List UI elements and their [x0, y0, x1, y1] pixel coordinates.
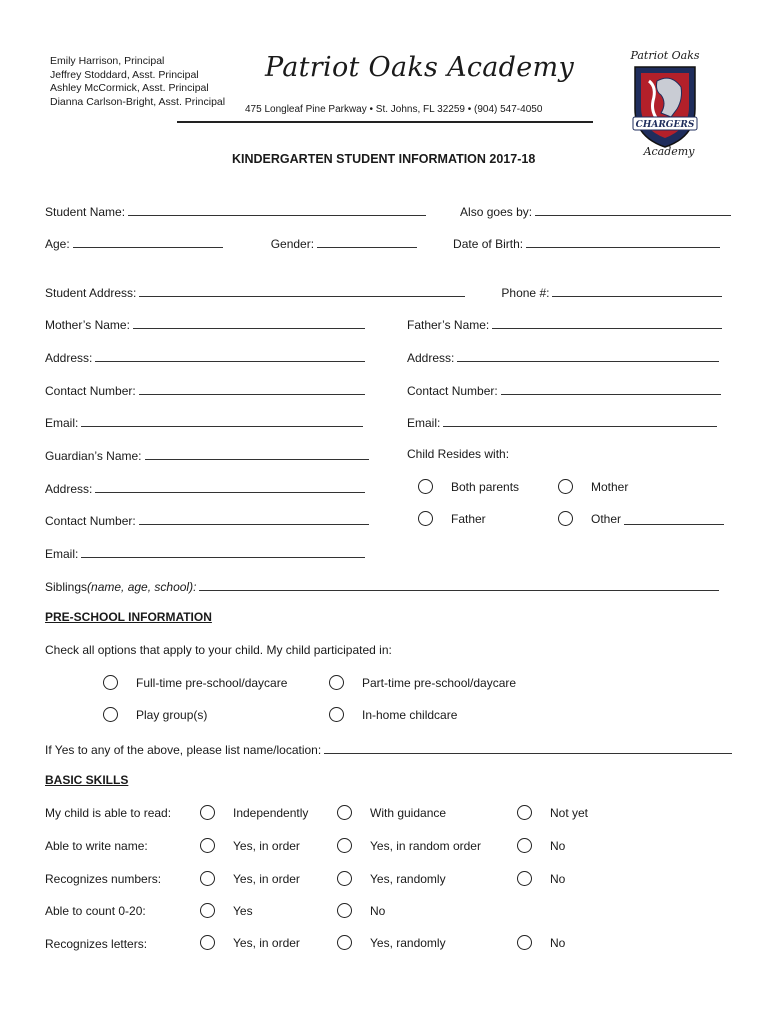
father-contact-label: Contact Number: — [407, 384, 498, 398]
option-label: Yes, in order — [233, 871, 300, 886]
option-label: No — [370, 903, 386, 918]
mother-address-row — [45, 349, 365, 365]
radio-circle-icon[interactable] — [337, 903, 352, 918]
write-no-option[interactable] — [517, 838, 565, 853]
letters-no-option[interactable] — [517, 935, 565, 950]
option-label: In-home childcare — [362, 707, 458, 722]
father-address-field[interactable] — [457, 349, 719, 362]
radio-circle-icon[interactable] — [517, 805, 532, 820]
mother-contact-label: Contact Number: — [45, 384, 136, 398]
resides-both-parents-option[interactable] — [418, 479, 519, 494]
write-name-label: Able to write name: — [45, 839, 148, 853]
option-label: Independently — [233, 805, 309, 820]
if-yes-label: If Yes to any of the above, please list name/location: — [45, 743, 322, 757]
radio-circle-icon[interactable] — [337, 935, 352, 950]
read-independently-option[interactable] — [200, 805, 308, 820]
preschool-inhome-option[interactable] — [329, 707, 457, 722]
preschool-fulltime-option[interactable] — [103, 675, 287, 690]
resides-other-option[interactable] — [558, 511, 724, 526]
dob-field[interactable] — [526, 235, 720, 248]
logo-bottom-text: Academy — [643, 145, 695, 158]
read-with-guidance-option[interactable] — [337, 805, 446, 820]
phone-field[interactable] — [552, 284, 722, 297]
radio-circle-icon[interactable] — [337, 838, 352, 853]
radio-circle-icon[interactable] — [200, 805, 215, 820]
siblings-label: Siblings — [45, 580, 88, 594]
read-label: My child is able to read: — [45, 806, 172, 820]
father-address-label: Address: — [407, 351, 455, 365]
option-label: No — [550, 838, 566, 853]
option-label: Part-time pre-school/daycare — [362, 675, 517, 690]
school-name: Patriot Oaks Academy — [265, 52, 574, 83]
father-email-label: Email: — [407, 416, 441, 430]
write-random-order-option[interactable] — [337, 838, 481, 853]
option-label: Yes, in order — [233, 838, 300, 853]
age-label: Age: — [45, 237, 70, 251]
mother-address-field[interactable] — [95, 349, 365, 362]
option-label: Play group(s) — [136, 707, 208, 722]
radio-circle-icon[interactable] — [329, 707, 344, 722]
student-name-field[interactable] — [128, 203, 426, 216]
basic-skills-heading: BASIC SKILLS — [45, 773, 129, 787]
radio-circle-icon[interactable] — [418, 511, 433, 526]
numbers-label: Recognizes numbers: — [45, 872, 162, 886]
father-contact-field[interactable] — [501, 382, 721, 395]
resides-father-option[interactable] — [418, 511, 486, 526]
student-name-label: Student Name: — [45, 205, 126, 219]
mother-name-row — [45, 316, 365, 332]
option-label: Yes — [233, 903, 253, 918]
numbers-no-option[interactable] — [517, 871, 565, 886]
dob-label: Date of Birth: — [453, 237, 524, 251]
option-label: Father — [451, 511, 486, 526]
guardian-address-label: Address: — [45, 482, 93, 496]
guardian-address-field[interactable] — [95, 480, 365, 493]
radio-circle-icon[interactable] — [418, 479, 433, 494]
logo-top-text: Patriot Oaks — [630, 49, 700, 62]
letters-label: Recognizes letters: — [45, 937, 148, 951]
resides-with-label: Child Resides with: — [407, 447, 510, 461]
radio-circle-icon[interactable] — [517, 871, 532, 886]
radio-circle-icon[interactable] — [200, 871, 215, 886]
father-address-row — [407, 349, 719, 365]
guardian-name-row — [45, 447, 369, 463]
student-address-label: Student Address: — [45, 286, 137, 300]
count-yes-option[interactable] — [200, 903, 253, 918]
header-divider — [177, 121, 593, 123]
count-label: Able to count 0-20: — [45, 904, 146, 918]
preschool-heading: PRE-SCHOOL INFORMATION — [45, 610, 212, 624]
gender-label: Gender: — [270, 237, 315, 251]
father-contact-row — [407, 382, 721, 398]
guardian-contact-field[interactable] — [139, 512, 369, 525]
write-in-order-option[interactable] — [200, 838, 300, 853]
staff-asst-principal-3: Dianna Carlson-Bright, Asst. Principal — [50, 95, 226, 108]
option-label: Yes, in order — [233, 935, 300, 950]
option-label: Not yet — [550, 805, 589, 820]
option-label: No — [550, 935, 566, 950]
mother-contact-row — [45, 382, 365, 398]
guardian-email-label: Email: — [45, 547, 79, 561]
radio-circle-icon[interactable] — [200, 935, 215, 950]
preschool-playgroup-option[interactable] — [103, 707, 207, 722]
also-goes-by-field[interactable] — [535, 203, 731, 216]
option-label: No — [550, 871, 566, 886]
option-label: Mother — [591, 479, 629, 494]
age-field[interactable] — [73, 235, 223, 248]
letters-randomly-option[interactable] — [337, 935, 446, 950]
age-gender-dob-row — [45, 235, 720, 251]
preschool-instruction: Check all options that apply to your child. My child participated in: — [45, 643, 392, 657]
numbers-randomly-option[interactable] — [337, 871, 446, 886]
resides-other-field[interactable] — [624, 513, 724, 525]
option-label: Both parents — [451, 479, 520, 494]
mother-name-field[interactable] — [133, 316, 365, 329]
numbers-in-order-option[interactable] — [200, 871, 300, 886]
radio-circle-icon[interactable] — [517, 935, 532, 950]
logo-banner-text: CHARGERS — [635, 120, 695, 130]
count-no-option[interactable] — [337, 903, 385, 918]
mother-name-label: Mother’s Name: — [45, 318, 130, 332]
radio-circle-icon[interactable] — [103, 707, 118, 722]
radio-circle-icon[interactable] — [558, 479, 573, 494]
father-email-field[interactable] — [443, 414, 717, 427]
letters-in-order-option[interactable] — [200, 935, 300, 950]
radio-circle-icon[interactable] — [517, 838, 532, 853]
option-label: Yes, randomly — [370, 935, 446, 950]
form-title: KINDERGARTEN STUDENT INFORMATION 2017-18 — [232, 152, 536, 166]
also-goes-by-label: Also goes by: — [460, 205, 533, 219]
mother-email-label: Email: — [45, 416, 79, 430]
mother-email-row — [45, 414, 363, 430]
mother-contact-field[interactable] — [139, 382, 365, 395]
guardian-name-field[interactable] — [145, 447, 369, 460]
gender-field[interactable] — [317, 235, 417, 248]
radio-circle-icon[interactable] — [329, 675, 344, 690]
phone-label: Phone #: — [501, 286, 550, 300]
preschool-parttime-option[interactable] — [329, 675, 516, 690]
radio-circle-icon[interactable] — [337, 871, 352, 886]
staff-principal: Emily Harrison, Principal — [50, 55, 165, 67]
father-name-row — [407, 316, 722, 332]
siblings-field[interactable] — [199, 578, 719, 591]
mother-address-label: Address: — [45, 351, 93, 365]
guardian-contact-row — [45, 512, 369, 528]
student-address-field[interactable] — [139, 284, 465, 297]
father-email-row — [407, 414, 717, 430]
if-yes-field[interactable] — [324, 741, 732, 754]
student-address-row — [45, 284, 722, 300]
staff-asst-principal-2: Ashley McCormick, Asst. Principal — [50, 82, 209, 94]
guardian-name-label: Guardian’s Name: — [45, 449, 142, 463]
school-logo — [627, 47, 703, 159]
father-name-field[interactable] — [492, 316, 722, 329]
guardian-contact-label: Contact Number: — [45, 514, 136, 528]
siblings-row — [45, 578, 719, 594]
radio-circle-icon[interactable] — [200, 838, 215, 853]
radio-circle-icon[interactable] — [337, 805, 352, 820]
read-not-yet-option[interactable] — [517, 805, 588, 820]
siblings-hint: (name, age, school): — [87, 580, 197, 594]
if-yes-row — [45, 741, 732, 757]
school-address: 475 Longleaf Pine Parkway • St. Johns, FL 32259 • (904) 547-4050 — [245, 104, 543, 115]
option-label: Yes, randomly — [370, 871, 446, 886]
radio-circle-icon[interactable] — [558, 511, 573, 526]
mother-email-field[interactable] — [81, 414, 363, 427]
guardian-email-row — [45, 545, 365, 561]
guardian-address-row — [45, 480, 365, 496]
student-name-row — [45, 203, 731, 219]
option-label: Yes, in random order — [370, 838, 481, 853]
radio-circle-icon[interactable] — [200, 903, 215, 918]
staff-list — [50, 55, 225, 109]
father-name-label: Father’s Name: — [407, 318, 490, 332]
staff-asst-principal-1: Jeffrey Stoddard, Asst. Principal — [50, 68, 199, 81]
guardian-email-field[interactable] — [81, 545, 365, 558]
resides-mother-option[interactable] — [558, 479, 628, 494]
option-label: Other — [591, 511, 622, 526]
option-label: Full-time pre-school/daycare — [136, 675, 288, 690]
option-label: With guidance — [370, 805, 447, 820]
radio-circle-icon[interactable] — [103, 675, 118, 690]
